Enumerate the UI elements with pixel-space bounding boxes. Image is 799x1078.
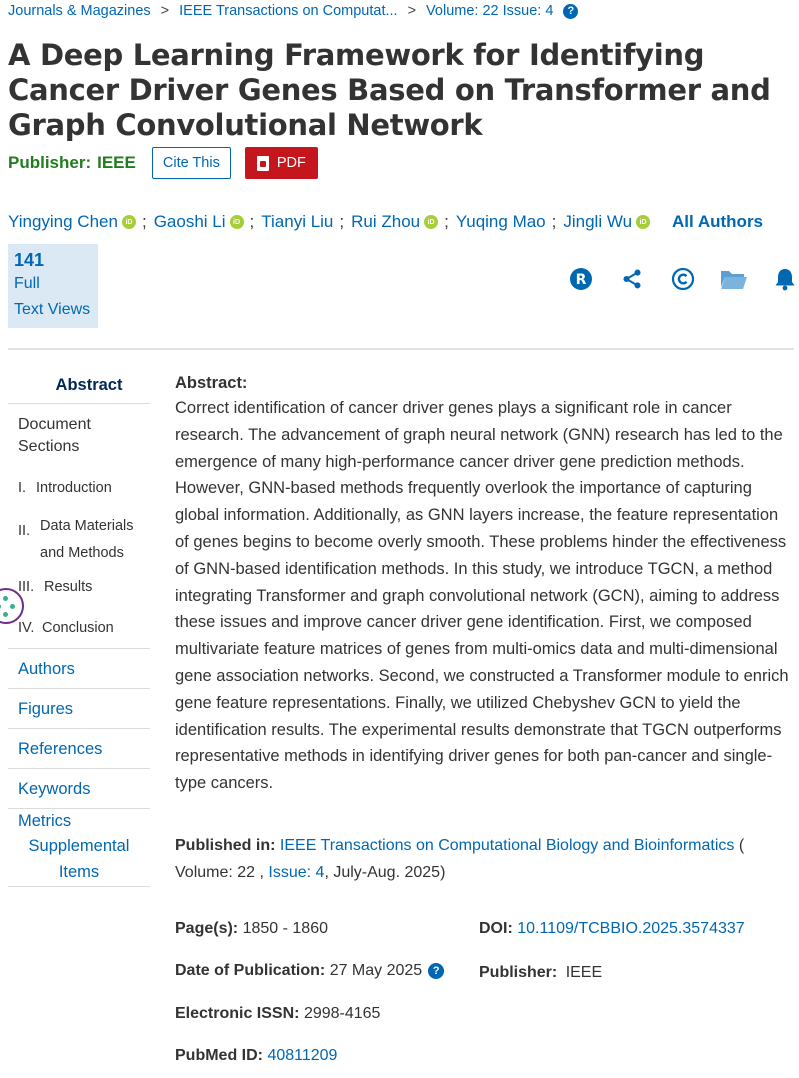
pages-field [175, 920, 328, 938]
journal-link[interactable]: IEEE Transactions on Computational Biology and Bioinformatics [279, 837, 735, 854]
full-text-views-box[interactable] [8, 244, 98, 328]
pages-label: Page(s): [175, 920, 239, 937]
abstract-section [175, 371, 790, 797]
divider [8, 348, 794, 350]
pubmed-link[interactable]: 40811209 [267, 1047, 338, 1064]
rights-icon[interactable] [566, 264, 596, 294]
publisher-field [479, 964, 602, 982]
author-link[interactable]: Gaoshi Li [153, 212, 226, 231]
sidebar-item-conclusion[interactable] [8, 620, 150, 649]
pubmed-field [175, 1047, 337, 1065]
publication-date-field [175, 962, 444, 980]
sidebar-item-metrics[interactable]: Metrics [18, 812, 72, 830]
publisher-row [8, 147, 318, 179]
bell-icon[interactable] [770, 264, 799, 294]
document-sections-heading: Document Sections [18, 416, 91, 455]
pdf-button[interactable] [245, 147, 318, 179]
section-number: IV. [18, 620, 35, 636]
orcid-icon[interactable]: iD [122, 215, 136, 229]
section-number: II. [18, 523, 31, 539]
sidebar-item-figures[interactable]: Figures [8, 689, 150, 729]
published-in-label: Published in: [175, 837, 276, 854]
author-separator: ; [444, 212, 449, 231]
doi-label: DOI: [479, 920, 513, 937]
sidebar-item-authors[interactable]: Authors [8, 649, 150, 689]
orcid-icon[interactable]: iD [230, 215, 244, 229]
details-publisher-value: IEEE [565, 964, 603, 981]
share-icon[interactable] [617, 264, 647, 294]
section-number: I. [18, 480, 27, 496]
orcid-icon[interactable]: iD [424, 215, 438, 229]
article-actions [566, 264, 799, 294]
breadcrumb-journal[interactable]: IEEE Transactions on Computat... [179, 3, 398, 19]
copyright-icon[interactable] [668, 264, 698, 294]
pages-value: 1850 - 1860 [242, 920, 328, 937]
sidebar-item-abstract[interactable]: Abstract [8, 370, 150, 404]
pubmed-label: PubMed ID: [175, 1047, 263, 1064]
eissn-value: 2998-4165 [303, 1005, 381, 1022]
author-link[interactable]: Yuqing Mao [455, 212, 546, 231]
orcid-icon[interactable]: iD [636, 215, 650, 229]
views-label-1: Full [14, 275, 40, 292]
issue-date: , July-Aug. 2025) [324, 864, 446, 881]
sidebar-item-references[interactable]: References [8, 729, 150, 769]
abstract-heading: Abstract: [175, 374, 248, 392]
author-separator: ; [249, 212, 255, 231]
author-separator: ; [141, 212, 147, 231]
breadcrumb-issue[interactable]: Volume: 22 Issue: 4 [426, 3, 554, 19]
section-label: Conclusion [42, 620, 114, 636]
sidebar-item-keywords[interactable]: Keywords [8, 769, 150, 809]
views-label-2: Text Views [14, 301, 91, 318]
published-paren: ( [738, 837, 745, 854]
author-link[interactable]: Yingying Chen [8, 212, 118, 231]
doi-link[interactable]: 10.1109/TCBBIO.2025.3574337 [517, 920, 745, 937]
pubdate-value: 27 May 2025 [329, 962, 423, 979]
doi-field [479, 920, 745, 938]
pdf-label: PDF [276, 155, 306, 171]
folder-icon[interactable] [719, 264, 749, 294]
sidebar-nav [8, 370, 150, 887]
section-label: Data Materials and Methods [40, 518, 134, 561]
published-in [175, 832, 790, 886]
sidebar-item-introduction[interactable] [8, 480, 150, 496]
issue-link[interactable]: Issue: 4 [268, 864, 325, 881]
all-authors-link[interactable]: All Authors [672, 212, 764, 231]
eissn-label: Electronic ISSN: [175, 1005, 300, 1022]
eissn-field [175, 1005, 380, 1023]
author-list [8, 212, 763, 232]
author-link[interactable]: Rui Zhou [351, 212, 421, 231]
author-link[interactable]: Jingli Wu [563, 212, 633, 231]
breadcrumb-separator: > [407, 3, 417, 19]
section-label: Results [44, 579, 93, 595]
author-link[interactable]: Tianyi Liu [261, 212, 334, 231]
sidebar-item-supplemental[interactable]: Supplemental Items [8, 831, 150, 887]
volume-text: Volume: 22 , [175, 864, 264, 881]
sidebar-item-results[interactable] [8, 579, 150, 595]
abstract-text: Correct identification of cancer driver genes plays a significant role in cancer research. The advancement of graph neural network (GNN) research has led to the emergence of many high-performance cancer driver gene prediction methods. However, GNN-based methods frequently overlook the importance of capturing global information. Additionally, as GNN layers increase, the feature representation of genes begins to become overly smooth. These problems hinder the effectiveness of GNN-based identification methods. In this study, we introduce TGCN, a method integrating Transformer and graph convolutional network (GCN), aiming to address these issues and improve cancer driver gene identification. First, we composed multivariate feature matrices of genes from multi-omics data and multi-dimensional gene association networks. Second, we constructed a Transformer module to enrich gene feature representations. Finally, we utilized Chebyshev GCN to yield the identification results. The experimental results demonstrate that TGCN outperforms representative methods in identifying driver genes for both pan-cancer and single-type cancers. [175, 399, 789, 793]
help-icon[interactable]: ? [428, 963, 444, 979]
publisher [8, 153, 136, 173]
pdf-icon [257, 156, 269, 171]
pubdate-label: Date of Publication: [175, 962, 326, 979]
breadcrumb [8, 3, 578, 19]
author-separator: ; [339, 212, 345, 231]
cite-this-button[interactable]: Cite This [152, 147, 231, 179]
details-publisher-label: Publisher: [479, 964, 558, 981]
article-title: A Deep Learning Framework for Identifying Cancer Driver Genes Based on Transformer and Graph Convolutional Network [8, 38, 771, 142]
author-separator: ; [551, 212, 557, 231]
views-count: 141 [14, 250, 45, 270]
help-icon[interactable]: ? [563, 4, 578, 19]
breadcrumb-separator: > [160, 3, 170, 19]
breadcrumb-journals[interactable]: Journals & Magazines [8, 3, 151, 19]
sidebar-item-data-materials[interactable] [8, 518, 150, 567]
svg-text:R: R [575, 272, 587, 288]
publisher-label: Publisher: [8, 153, 92, 172]
section-label: Introduction [36, 480, 112, 496]
publisher-value: IEEE [97, 153, 136, 172]
section-number: III. [18, 579, 35, 595]
